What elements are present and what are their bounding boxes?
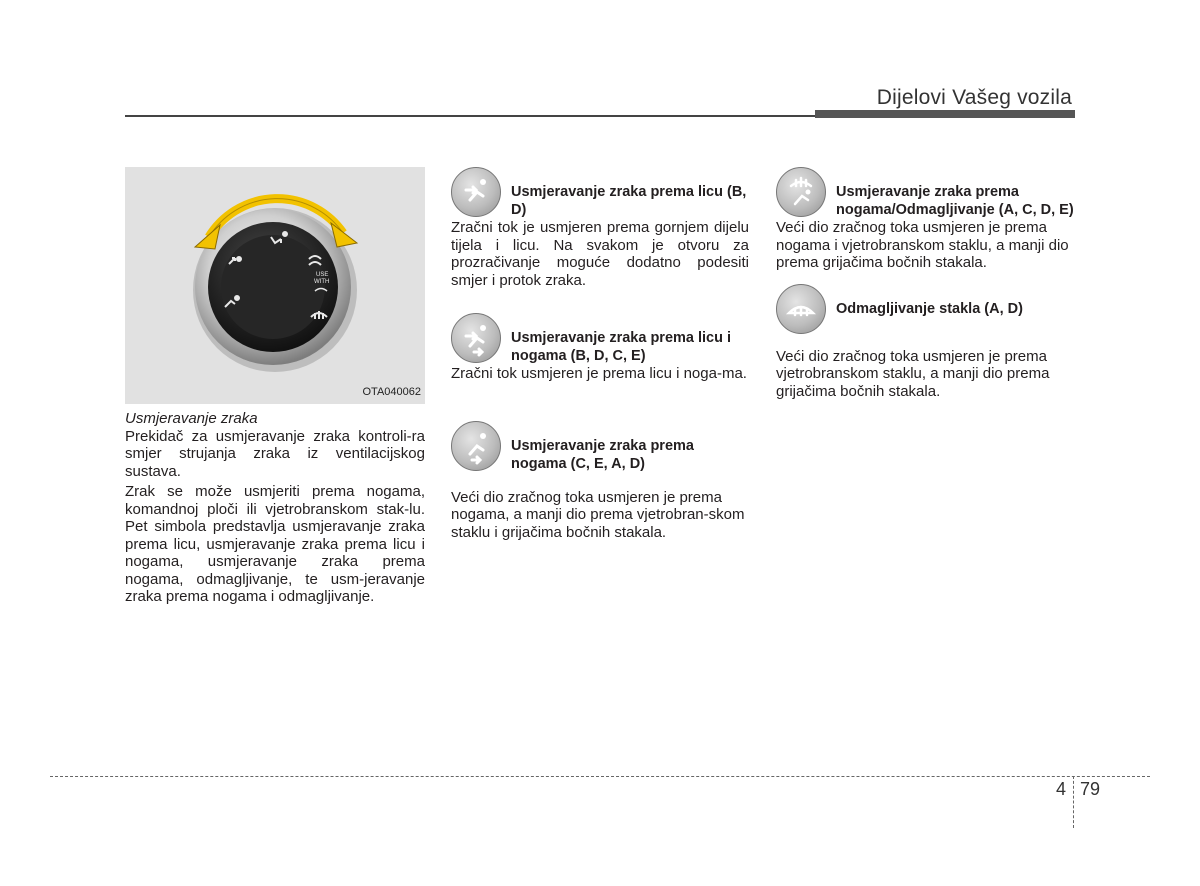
mode-section-feet: [451, 421, 749, 542]
column-left: [125, 167, 425, 606]
section-title-air-direction: Usmjeravanje zraka: [125, 410, 258, 427]
face-feet-vent-icon: [451, 313, 501, 363]
mode-section-face: [451, 167, 749, 289]
mode-section-face-feet: [451, 313, 749, 383]
mode-description: Veći dio zračnog toka usmjeren je prema vjetrobranskom staklu, a manji dio prema grijačima bočnih stakala.: [776, 347, 1050, 400]
mode-description: Veći dio zračnog toka usmjeren je prema nogama, a manji dio prema vjetrobran-skom staklu i grijačima bočnih stakala.: [451, 488, 745, 541]
header-rule: [125, 115, 815, 117]
paragraph: Prekidač za usmjeravanje zraka kontroli-ra smjer strujanja zraka iz ventilacijskog sustava.: [125, 427, 425, 480]
feet-defrost-icon: [776, 167, 826, 217]
footer-divider: [1073, 776, 1074, 828]
mode-description: Zračni tok usmjeren je prema licu i noga-ma.: [451, 365, 747, 382]
paragraph: Zrak se može usmjeriti prema nogama, komandnoj ploči ili vjetrobranskom stak-lu. Pet simbola predstavlja usmjeravanje zraka prema licu, usmjeravanje zraka prema licu i nogama, usmjeravanje zraka prema nogama, odmagljivanje, te usm-jeravanje zraka prema nogama i odmagljivanje.: [125, 483, 425, 605]
mode-description: Zračni tok je usmjeren prema gornjem dijelu tijela i licu. Na svakom je otvoru za prozračivanje moguće dodatno podesiti smjer i protok zraka.: [451, 219, 749, 289]
dial-use-label: USE: [316, 272, 329, 278]
mode-title: Usmjeravanje zraka prema nogama/Odmagljivanje (A, C, D, E): [836, 184, 1074, 218]
mode-title: Usmjeravanje zraka prema licu i nogama (B, D, C, E): [511, 330, 732, 364]
chapter-number: 4: [1056, 779, 1067, 799]
column-middle: [451, 167, 749, 541]
header-rule-accent: [815, 110, 1075, 118]
mode-title: Odmagljivanje stakla (A, D): [836, 300, 1023, 317]
face-vent-icon: [451, 167, 501, 217]
mode-title: Usmjeravanje zraka prema nogama (C, E, A, D): [511, 437, 694, 472]
footer-rule: [50, 776, 1150, 777]
knob-photo: [125, 167, 425, 404]
mode-description: Veći dio zračnog toka usmjeren je prema nogama i vjetrobranskom staklu, a manji dio prema grijačima bočnih stakala.: [776, 219, 1069, 271]
mode-section-defrost: [776, 284, 1076, 401]
page-number: 79: [1080, 779, 1101, 799]
figure-code: OTA040062: [362, 385, 421, 398]
mode-section-feet-defrost: [776, 167, 1076, 272]
defrost-icon: [776, 284, 826, 334]
mode-title: Usmjeravanje zraka prema licu (B, D): [511, 184, 747, 218]
column-right: [776, 167, 1076, 400]
feet-vent-icon: [451, 421, 501, 471]
page-header-title: Dijelovi Vašeg vozila: [876, 86, 1072, 109]
dial-with-label: WITH: [314, 279, 330, 285]
